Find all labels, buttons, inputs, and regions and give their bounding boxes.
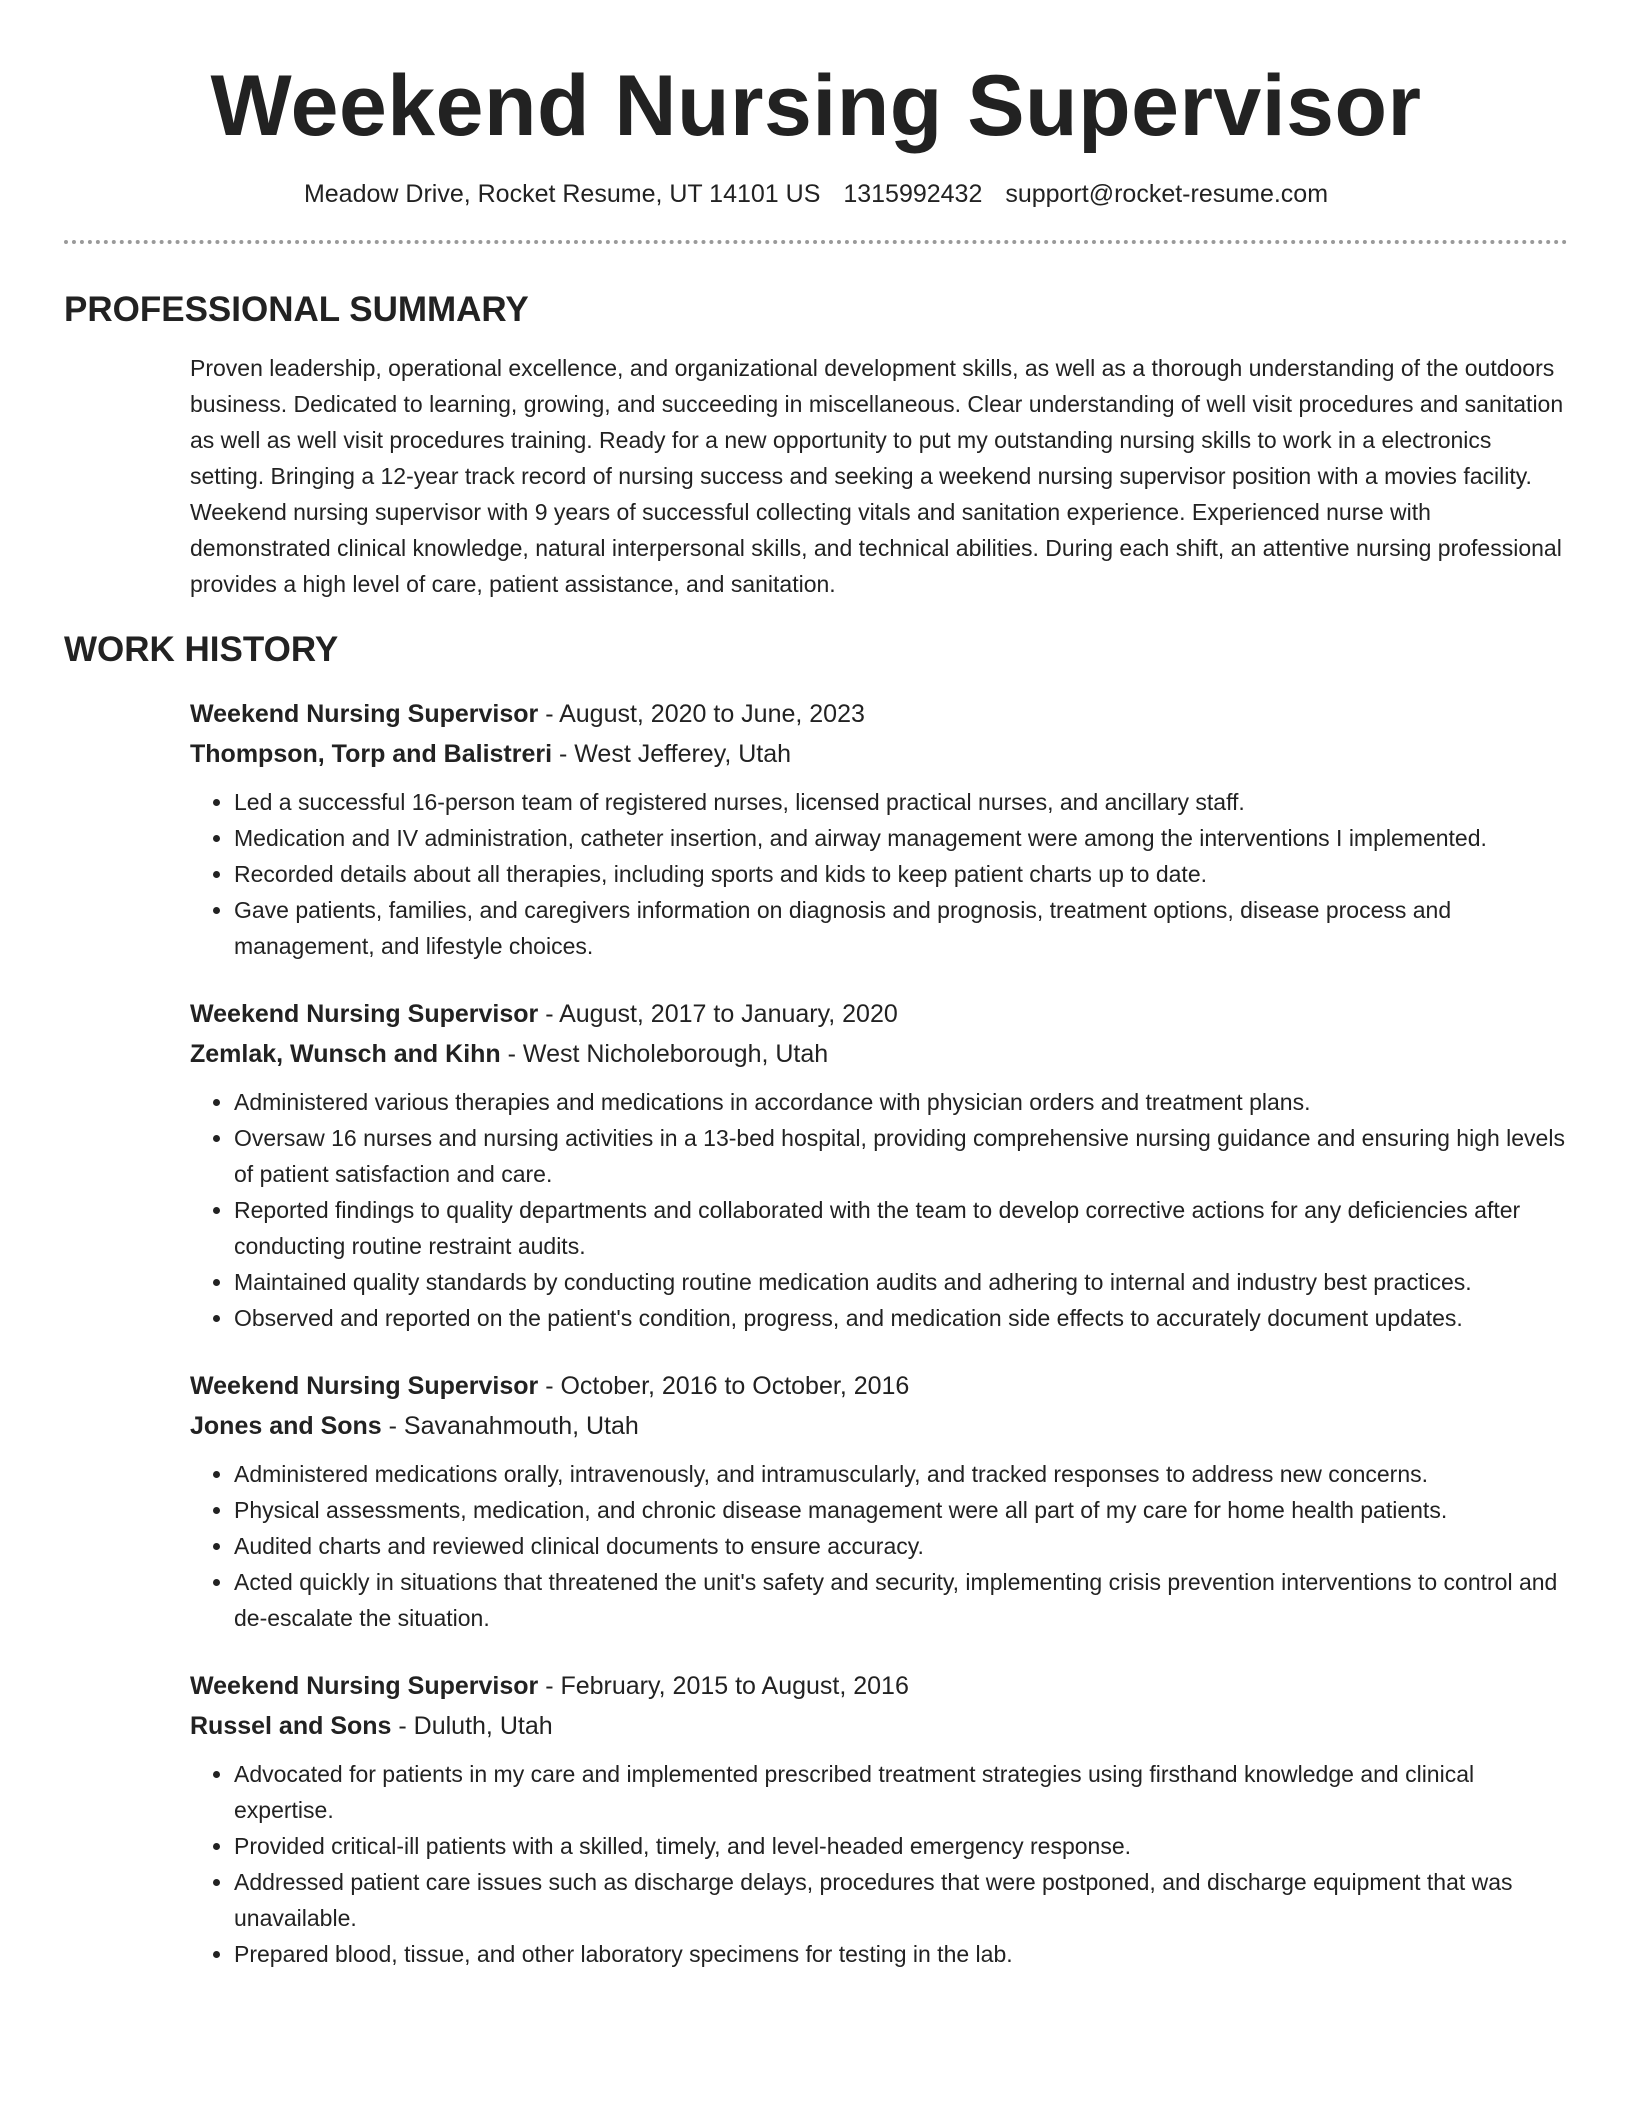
job-entry xyxy=(190,1666,1568,1972)
job-location: - Savanahmouth, Utah xyxy=(381,1412,639,1440)
contact-phone: 1315992432 xyxy=(843,180,983,208)
job-role: Weekend Nursing Supervisor xyxy=(190,1672,539,1700)
job-company-line xyxy=(190,734,1568,774)
job-bullets xyxy=(190,1756,1568,1972)
job-bullet: • Maintained quality standards by conducting routine medication audits and adhering to internal and industry best practices. xyxy=(234,1264,1568,1300)
contact-line xyxy=(64,178,1568,210)
job-dates: - February, 2015 to August, 2016 xyxy=(538,1672,909,1700)
job-bullet: • Led a successful 16-person team of registered nurses, licensed practical nurses, and ancillary staff. xyxy=(234,784,1568,820)
job-dates: - October, 2016 to October, 2016 xyxy=(538,1372,910,1400)
job-role: Weekend Nursing Supervisor xyxy=(190,1000,539,1028)
job-title-line xyxy=(190,694,1568,734)
job-bullet: • Administered medications orally, intravenously, and intramuscularly, and tracked responses to address new concerns. xyxy=(234,1456,1568,1492)
work-history-list xyxy=(190,694,1568,1972)
job-dates: - August, 2017 to January, 2020 xyxy=(538,1000,898,1028)
job-company: Russel and Sons xyxy=(190,1712,392,1740)
job-bullet: • Oversaw 16 nurses and nursing activities in a 13-bed hospital, providing comprehensive nursing guidance and ensuring high levels of patient satisfaction and care. xyxy=(234,1120,1568,1192)
summary-text: Proven leadership, operational excellence, and organizational development skills, as well as a thorough understanding of the outdoors business. Dedicated to learning, growing, and succeeding in miscellaneous. Clear understanding of well visit procedures and sanitation as well as well visit procedures training. Ready for a new opportunity to put my outstanding nursing skills to work in a electronics setting. Bringing a 12-year track record of nursing success and seeking a weekend nursing supervisor position with a movies facility. Weekend nursing supervisor with 9 years of successful collecting vitals and sanitation experience. Experienced nurse with demonstrated clinical knowledge, natural interpersonal skills, and technical abilities. During each shift, an attentive nursing professional provides a high level of care, patient assistance, and sanitation. xyxy=(190,355,1564,597)
header-divider xyxy=(64,240,1568,244)
job-bullet: • Addressed patient care issues such as discharge delays, procedures that were postponed, and discharge equipment that was unavailable. xyxy=(234,1864,1568,1936)
job-bullet: • Physical assessments, medication, and chronic disease management were all part of my care for home health patients. xyxy=(234,1492,1568,1528)
job-bullet: • Acted quickly in situations that threatened the unit's safety and security, implementing crisis prevention interventions to control and de-escalate the situation. xyxy=(234,1564,1568,1636)
job-bullet: • Administered various therapies and medications in accordance with physician orders and treatment plans. xyxy=(234,1084,1568,1120)
job-location: - West Jefferey, Utah xyxy=(552,740,792,768)
resume-name: Weekend Nursing Supervisor xyxy=(210,58,1422,154)
job-bullets xyxy=(190,784,1568,964)
job-bullet: • Provided critical-ill patients with a skilled, timely, and level-headed emergency response. xyxy=(234,1828,1568,1864)
job-entry xyxy=(190,694,1568,964)
job-bullet: • Recorded details about all therapies, including sports and kids to keep patient charts up to date. xyxy=(234,856,1568,892)
job-bullets xyxy=(190,1456,1568,1636)
job-role: Weekend Nursing Supervisor xyxy=(190,1372,539,1400)
job-entry xyxy=(190,1366,1568,1636)
job-company: Thompson, Torp and Balistreri xyxy=(190,740,553,768)
job-bullet: • Reported findings to quality departments and collaborated with the team to develop corrective actions for any deficiencies after conducting routine restraint audits. xyxy=(234,1192,1568,1264)
job-bullet: • Advocated for patients in my care and implemented prescribed treatment strategies using firsthand knowledge and clinical expertise. xyxy=(234,1756,1568,1828)
job-title-line xyxy=(190,994,1568,1034)
job-bullet: • Prepared blood, tissue, and other laboratory specimens for testing in the lab. xyxy=(234,1936,1568,1972)
job-entry xyxy=(190,994,1568,1336)
job-role: Weekend Nursing Supervisor xyxy=(190,700,539,728)
job-company-line xyxy=(190,1034,1568,1074)
job-bullet: • Gave patients, families, and caregivers information on diagnosis and prognosis, treatment options, disease process and management, and lifestyle choices. xyxy=(234,892,1568,964)
contact-email: support@rocket-resume.com xyxy=(1005,180,1329,208)
job-bullet: • Audited charts and reviewed clinical documents to ensure accuracy. xyxy=(234,1528,1568,1564)
job-location: - Duluth, Utah xyxy=(391,1712,553,1740)
job-location: - West Nicholeborough, Utah xyxy=(500,1040,829,1068)
summary-heading: PROFESSIONAL SUMMARY xyxy=(64,290,529,329)
job-bullet: • Medication and IV administration, catheter insertion, and airway management were among the interventions I implemented. xyxy=(234,820,1568,856)
resume-page xyxy=(64,0,1568,1972)
job-title-line xyxy=(190,1366,1568,1406)
job-company-line xyxy=(190,1406,1568,1446)
job-company: Jones and Sons xyxy=(190,1412,382,1440)
job-company-line xyxy=(190,1706,1568,1746)
contact-address: Meadow Drive, Rocket Resume, UT 14101 US xyxy=(303,180,821,208)
work-history-heading: WORK HISTORY xyxy=(64,630,339,669)
job-bullet: • Observed and reported on the patient's condition, progress, and medication side effects to accurately document updates. xyxy=(234,1300,1568,1336)
job-dates: - August, 2020 to June, 2023 xyxy=(538,700,865,728)
job-company: Zemlak, Wunsch and Kihn xyxy=(190,1040,501,1068)
job-title-line xyxy=(190,1666,1568,1706)
job-bullets xyxy=(190,1084,1568,1336)
